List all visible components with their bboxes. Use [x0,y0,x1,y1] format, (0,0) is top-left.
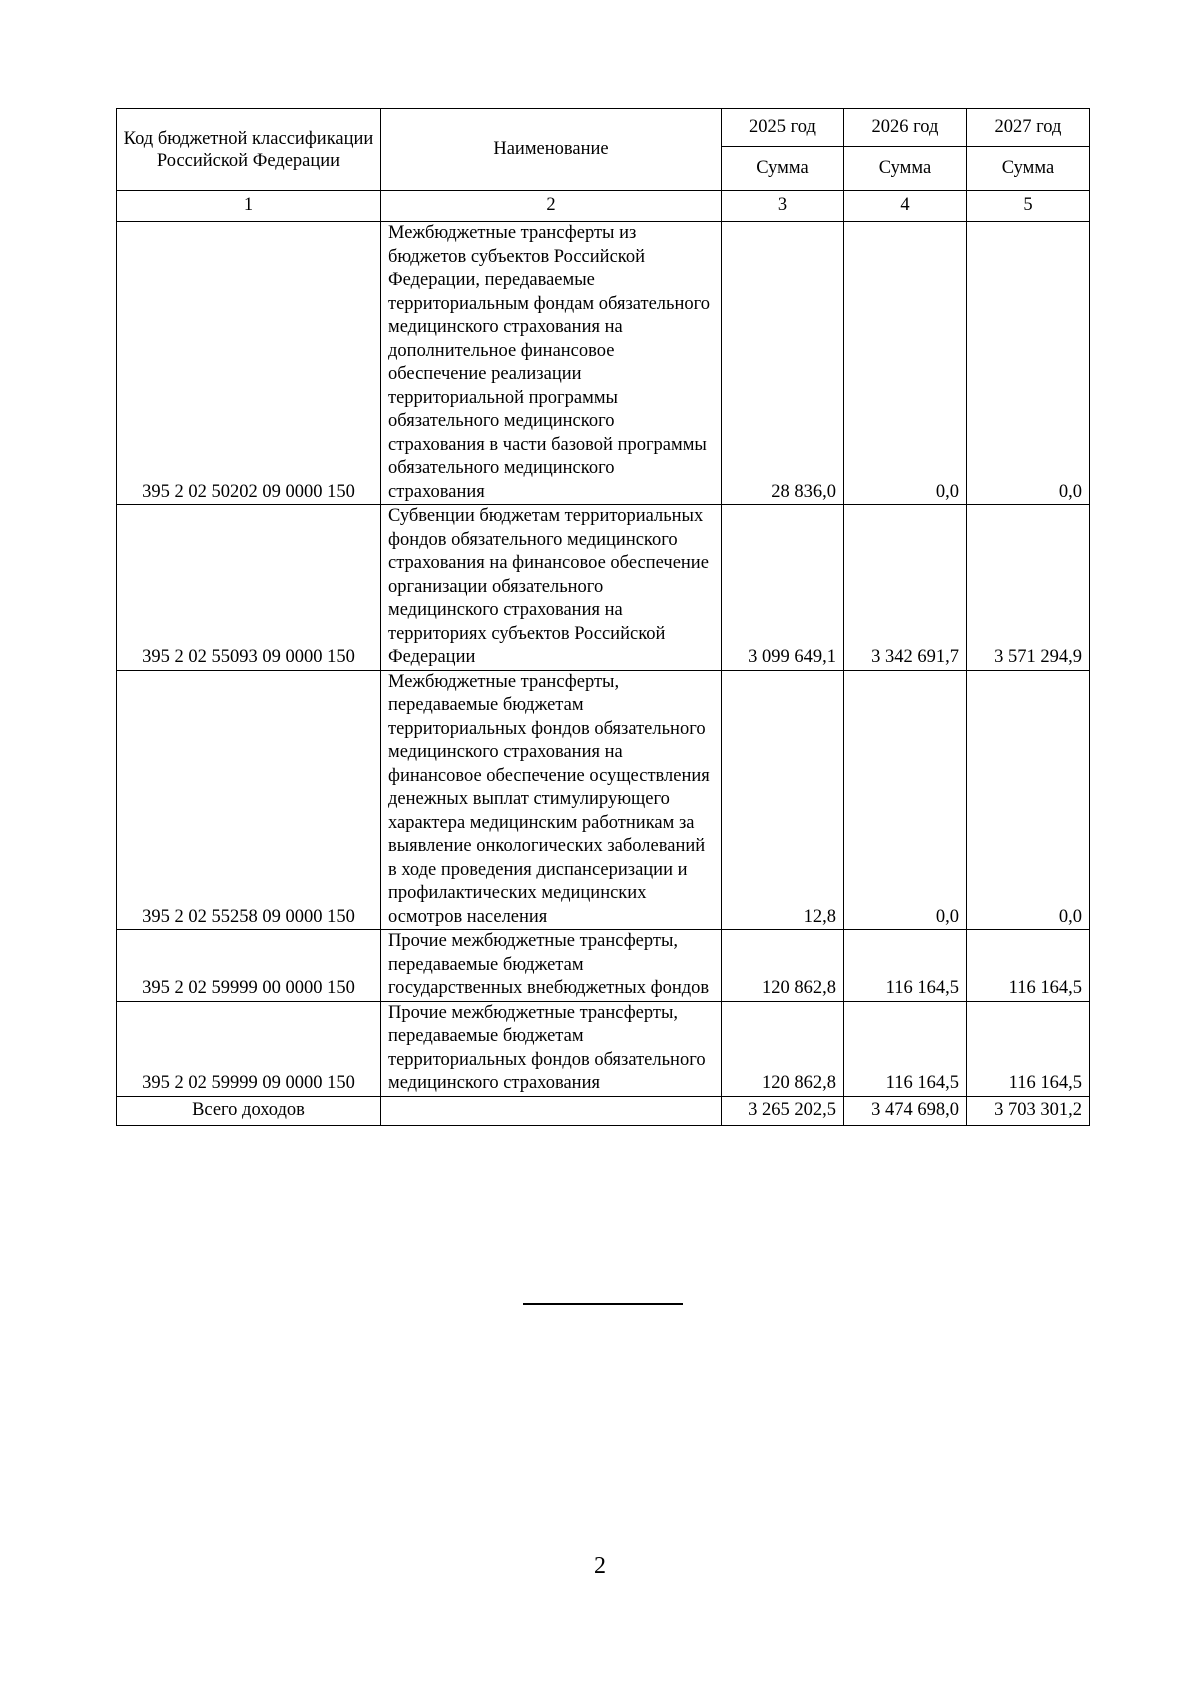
total-name-empty [381,1096,722,1125]
budget-revenue-table [116,108,1090,1126]
row-sum-2026: 116 164,5 [844,1001,967,1096]
row-name: Межбюджетные трансферты из бюджетов субъектов Российской Федерации, передаваемые территориальным фондам обязательного медицинского страхования на дополнительное финансовое обеспечение реализации территориальной программы обязательного медицинского страхования в части базовой программы обязательного медицинского страхования [381,222,722,505]
total-sum-2025: 3 265 202,5 [722,1096,844,1125]
row-sum-2026: 116 164,5 [844,930,967,1002]
header-sum-2026: Сумма [844,147,967,191]
row-sum-2027: 116 164,5 [967,1001,1090,1096]
row-sum-2027: 0,0 [967,222,1090,505]
column-number-1: 1 [117,191,381,222]
header-code: Код бюджетной классификации Российской Федерации [117,109,381,191]
total-label: Всего доходов [117,1096,381,1125]
table-row [117,505,1090,671]
row-sum-2025: 3 099 649,1 [722,505,844,671]
row-code: 395 2 02 59999 00 0000 150 [117,930,381,1002]
header-sum-2025: Сумма [722,147,844,191]
row-code: 395 2 02 59999 09 0000 150 [117,1001,381,1096]
header-year-2026: 2026 год [844,109,967,147]
total-sum-2027: 3 703 301,2 [967,1096,1090,1125]
row-code: 395 2 02 50202 09 0000 150 [117,222,381,505]
table-row [117,670,1090,930]
column-number-3: 3 [722,191,844,222]
total-row [117,1096,1090,1125]
row-sum-2026: 3 342 691,7 [844,505,967,671]
header-name: Наименование [381,109,722,191]
row-sum-2027: 3 571 294,9 [967,505,1090,671]
row-name: Субвенции бюджетам территориальных фондов обязательного медицинского страхования на финансовое обеспечение организации обязательного медицинского страхования на территориях субъектов Российской Федерации [381,505,722,671]
row-sum-2027: 116 164,5 [967,930,1090,1002]
row-code: 395 2 02 55258 09 0000 150 [117,670,381,930]
row-sum-2025: 120 862,8 [722,930,844,1002]
row-name: Прочие межбюджетные трансферты, передаваемые бюджетам государственных внебюджетных фондов [381,930,722,1002]
table-row [117,930,1090,1002]
row-sum-2026: 0,0 [844,222,967,505]
row-sum-2025: 28 836,0 [722,222,844,505]
header-year-2025: 2025 год [722,109,844,147]
page-number: 2 [594,1553,606,1579]
total-sum-2026: 3 474 698,0 [844,1096,967,1125]
row-sum-2025: 120 862,8 [722,1001,844,1096]
row-sum-2026: 0,0 [844,670,967,930]
header-sum-2027: Сумма [967,147,1090,191]
column-number-2: 2 [381,191,722,222]
row-name: Прочие межбюджетные трансферты, передаваемые бюджетам территориальных фондов обязательного медицинского страхования [381,1001,722,1096]
row-name: Межбюджетные трансферты, передаваемые бюджетам территориальных фондов обязательного медицинского страхования на финансовое обеспечение осуществления денежных выплат стимулирующего характера медицинским работникам за выявление онкологических заболеваний в ходе проведения диспансеризации и профилактических медицинских осмотров населения [381,670,722,930]
row-code: 395 2 02 55093 09 0000 150 [117,505,381,671]
table-row [117,222,1090,505]
row-sum-2027: 0,0 [967,670,1090,930]
row-sum-2025: 12,8 [722,670,844,930]
end-of-table-rule [523,1303,683,1305]
table-row [117,1001,1090,1096]
header-year-2027: 2027 год [967,109,1090,147]
column-number-4: 4 [844,191,967,222]
column-number-5: 5 [967,191,1090,222]
